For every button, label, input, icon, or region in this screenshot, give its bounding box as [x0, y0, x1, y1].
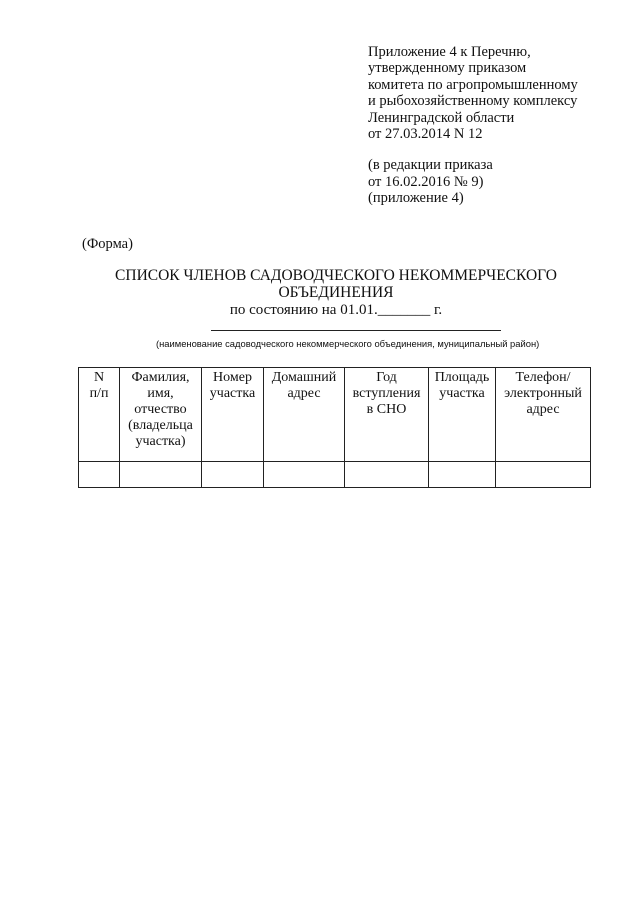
- table-cell[interactable]: [345, 462, 429, 488]
- members-table: [78, 367, 591, 488]
- appendix-line: утвержденному приказом: [368, 60, 527, 77]
- appendix-spacer: [368, 142, 578, 157]
- table-cell[interactable]: [202, 462, 264, 488]
- table-body: [79, 462, 591, 488]
- org-name-caption: (наименование садоводческого некоммерческого объединения, муниципальный район): [156, 338, 540, 349]
- table-cell[interactable]: [120, 462, 202, 488]
- table-cell[interactable]: [79, 462, 120, 488]
- edition-line: (приложение 4): [368, 190, 464, 207]
- as-of-date: по состоянию на 01.01._______ г.: [229, 302, 443, 318]
- table-header-row: [79, 368, 591, 462]
- column-header: N п/п: [79, 368, 120, 462]
- document-title-continued: ОБЪЕДИНЕНИЯ: [278, 283, 394, 301]
- table-row: [79, 462, 591, 488]
- column-header: Домашний адрес: [264, 368, 345, 462]
- column-header: Фамилия, имя, отчество (владельца участка): [120, 368, 202, 462]
- appendix-line: комитета по агропромышленному: [368, 76, 578, 93]
- column-header: Год вступления в СНО: [345, 368, 429, 462]
- column-header: Номер участка: [202, 368, 264, 462]
- appendix-line: Приложение 4 к Перечню,: [368, 44, 531, 60]
- column-header: Площадь участка: [429, 368, 496, 462]
- table-cell[interactable]: [496, 462, 591, 488]
- appendix-line: Ленинградской области: [368, 109, 515, 126]
- org-name-line: [211, 330, 501, 331]
- form-label: (Форма): [82, 236, 133, 252]
- table-cell[interactable]: [264, 462, 345, 488]
- document-title: СПИСОК ЧЛЕНОВ САДОВОДЧЕСКОГО НЕКОММЕРЧЕСКОГО: [115, 267, 557, 284]
- appendix-block: [368, 44, 578, 207]
- appendix-line: от 27.03.2014 N 12: [368, 126, 483, 143]
- edition-line: (в редакции приказа: [368, 157, 493, 174]
- edition-line: от 16.02.2016 № 9): [368, 173, 484, 190]
- column-header: Телефон/ электронный адрес: [496, 368, 591, 462]
- appendix-line: и рыбохозяйственному комплексу: [368, 93, 578, 110]
- table-cell[interactable]: [429, 462, 496, 488]
